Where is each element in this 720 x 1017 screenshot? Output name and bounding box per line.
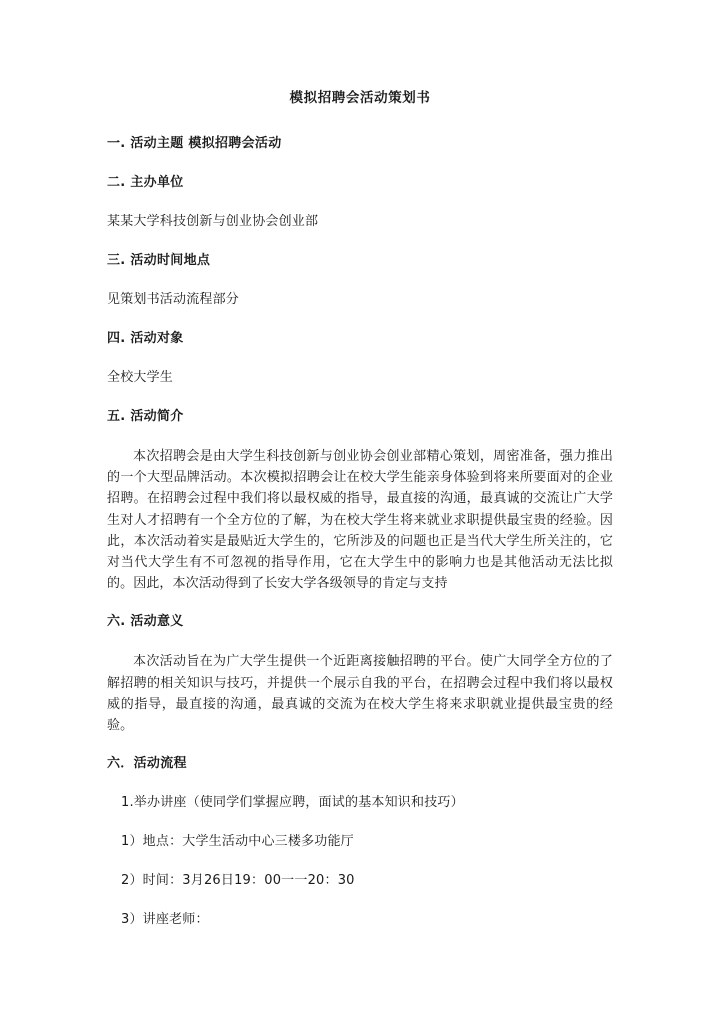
section-heading-organizer: 二. 主办单位 bbox=[107, 175, 184, 190]
flow-item-location: 1）地点：大学生活动中心三楼多功能厅 bbox=[121, 834, 354, 850]
section-paragraph-introduction: 本次招聘会是由大学生科技创新与创业协会创业部精心策划，周密准备，强力推出的一个大型品牌活动。本次模拟招聘会让在校大学生能亲身体验到将来所要面对的企业招聘。在招聘会过程中我们将以最权威的指导，最直接的沟通，最真诚的交流让广大学生对人才招聘有一个全方位的了解，为在校大学生将来就业求职提供最宝贵的经验。因此，本次活动着实是最贴近大学生的，它所涉及的问题也正是当代大学生所关注的，它对当代大学生有不可忽视的指导作用，它在大学生中的影响力也是其他活动无法比拟的。因此，本次活动得到了长安大学各级领导的肯定与支持 bbox=[107, 449, 613, 592]
flow-item-lecture: 1.举办讲座（使同学们掌握应聘，面试的基本知识和技巧） bbox=[121, 795, 464, 811]
section-body-time-place: 见策划书活动流程部分 bbox=[107, 292, 240, 307]
section-body-audience: 全校大学生 bbox=[107, 370, 174, 385]
document-content bbox=[107, 88, 613, 949]
flow-item-lecturer: 3）讲座老师： bbox=[121, 912, 209, 928]
page-title: 模拟招聘会活动策划书 bbox=[289, 90, 431, 106]
section-body-organizer: 某某大学科技创新与创业协会创业部 bbox=[107, 214, 319, 229]
flow-item-time: 2）时间：3月26日19：00一一20：30 bbox=[121, 873, 355, 889]
section-heading-flow: 六．活动流程 bbox=[107, 756, 187, 772]
section-heading-significance: 六. 活动意义 bbox=[107, 614, 184, 630]
section-paragraph-significance: 本次活动旨在为广大学生提供一个近距离接触招聘的平台。使广大同学全方位的了解招聘的相关知识与技巧，并提供一个展示自我的平台，在招聘会过程中我们将以最权威的指导，最直接的沟通，最真诚的交流为在校大学生将来求职就业提供最宝贵的经验。 bbox=[107, 654, 613, 734]
section-heading-introduction: 五. 活动简介 bbox=[107, 409, 184, 424]
section-heading-theme: 一. 活动主题 模拟招聘会活动 bbox=[107, 136, 282, 151]
section-heading-time-place: 三. 活动时间地点 bbox=[107, 253, 211, 268]
section-heading-audience: 四. 活动对象 bbox=[107, 331, 184, 346]
